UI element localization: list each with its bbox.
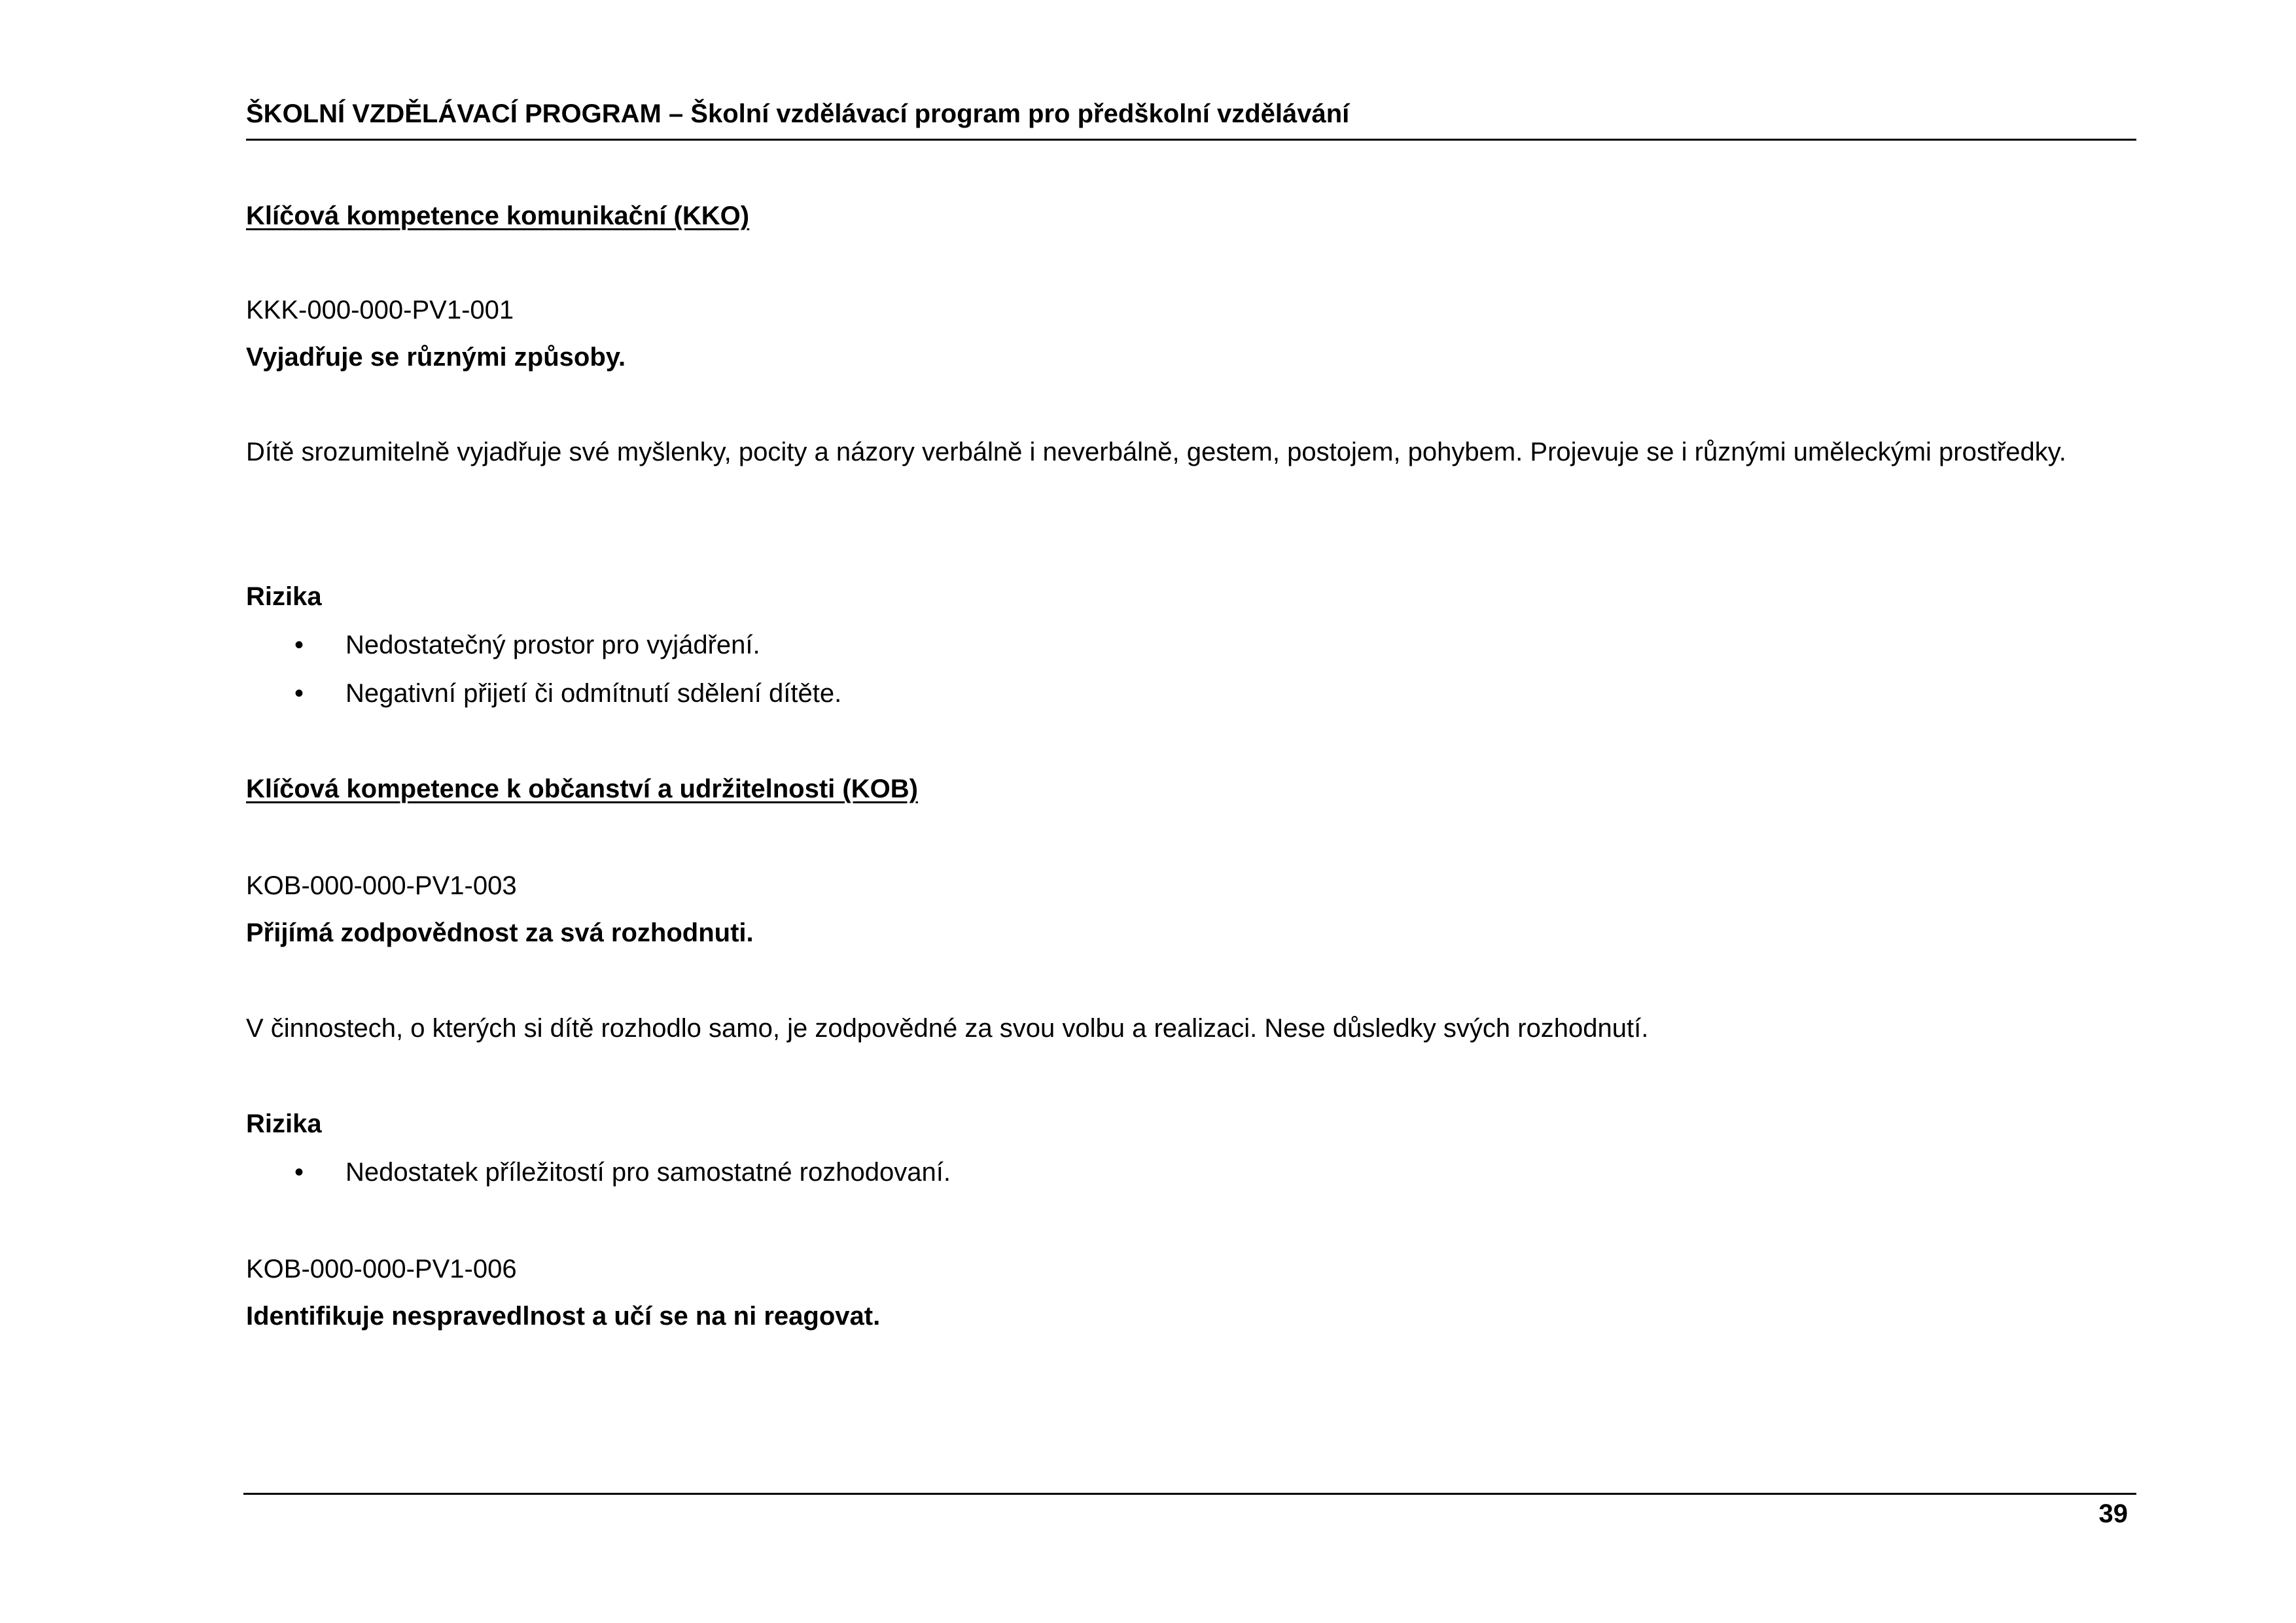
risk-item: Negativní přijetí či odmítnutí sdělení dítěte. <box>345 679 842 708</box>
risk-item: Nedostatečný prostor pro vyjádření. <box>345 631 760 659</box>
section-heading-kko: Klíčová kompetence komunikační (KKO) <box>246 201 750 230</box>
bullet-icon: • <box>294 631 304 659</box>
competence-title: Přijímá zodpovědnost za svá rozhodnuti. <box>246 918 754 947</box>
footer-divider <box>243 1493 2136 1495</box>
competence-title: Vyjadřuje se různými způsoby. <box>246 343 626 372</box>
risks-label: Rizika <box>246 1109 322 1138</box>
risk-item: Nedostatek příležitostí pro samostatné rozhodovaní. <box>345 1158 951 1187</box>
competence-description: V činnostech, o kterých si dítě rozhodlo samo, je zodpovědné za svou volbu a realizaci. Nese důsledky svých rozhodnutí. <box>246 1014 1649 1043</box>
section-heading-kob: Klíčová kompetence k občanství a udržitelnosti (KOB) <box>246 775 918 803</box>
competence-code: KKK-000-000-PV1-001 <box>246 296 514 324</box>
risks-label: Rizika <box>246 582 322 611</box>
competence-description: Dítě srozumitelně vyjadřuje své myšlenky, pocity a názory verbálně i neverbálně, gestem, postojem, pohybem. Projevuje se i různými uměleckými prostředky. <box>246 438 2066 466</box>
competence-code: KOB-000-000-PV1-006 <box>246 1255 517 1283</box>
page-number: 39 <box>2098 1499 2128 1528</box>
competence-title: Identifikuje nespravedlnost a učí se na ni reagovat. <box>246 1302 881 1331</box>
page-header-title: ŠKOLNÍ VZDĚLÁVACÍ PROGRAM – Školní vzdělávací program pro předškolní vzdělávání <box>246 99 1350 128</box>
header-divider <box>246 139 2136 141</box>
bullet-icon: • <box>294 1158 304 1187</box>
competence-code: KOB-000-000-PV1-003 <box>246 871 517 900</box>
bullet-icon: • <box>294 679 304 708</box>
